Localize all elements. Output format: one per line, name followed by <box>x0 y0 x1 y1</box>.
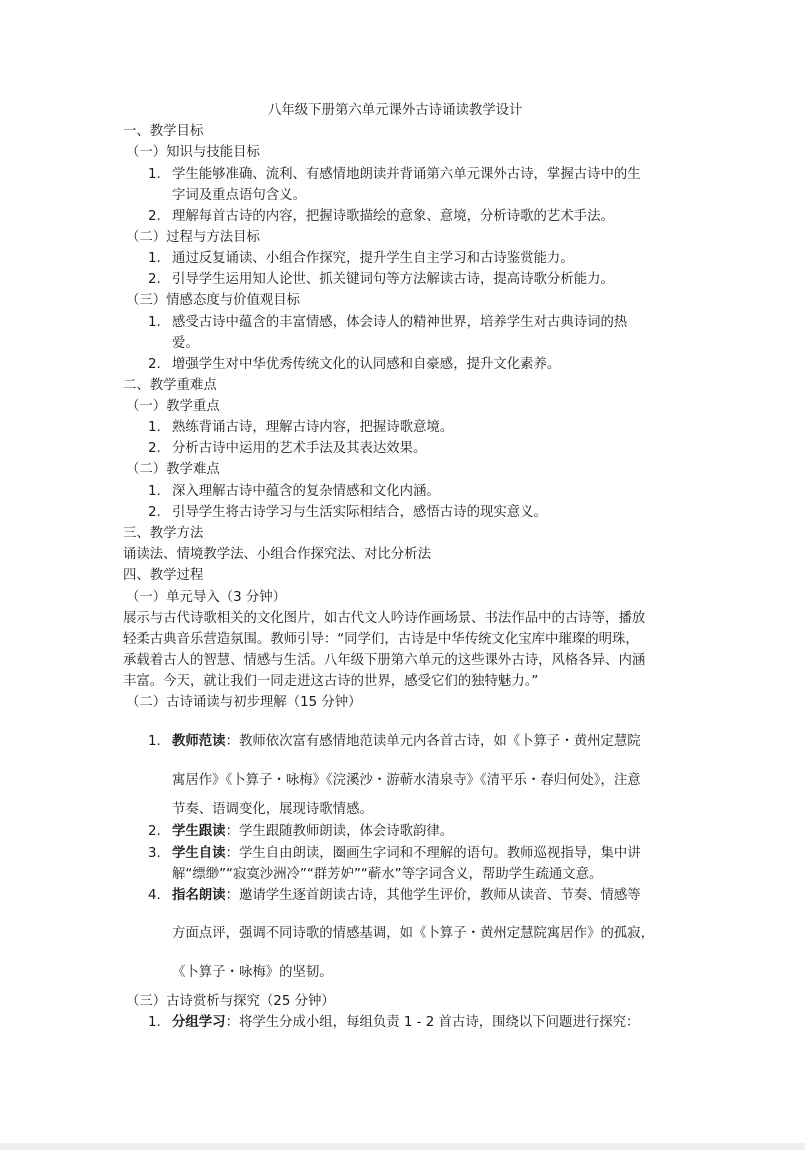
list-item-text <box>172 1013 639 1033</box>
subsection-heading: （二）古诗诵读与初步理解（15 分钟） <box>126 695 362 710</box>
list-item-text: 学生能够准确、流利、有感情地朗读并背诵第六单元课外古诗，掌握古诗中的生 <box>172 167 641 182</box>
list-item-text: 理解每首古诗的内容，把握诗歌描绘的意象、意境，分析诗歌的艺术手法。 <box>172 209 614 224</box>
section-heading: 四、教学过程 <box>123 568 204 583</box>
item-label: 学生自读 <box>172 846 226 861</box>
paragraph-line: 展示与古代诗歌相关的文化图片，如古代文人吟诗作画场景、书法作品中的古诗等，播放 <box>123 611 646 626</box>
paragraph-line: 承载着古人的智慧、情感与生活。八年级下册第六单元的这些课外古诗，风格各异、内涵 <box>123 653 646 668</box>
item-body: ：教师依次富有感情地范读单元内各首古诗，如《卜算子・黄州定慧院 <box>225 734 641 749</box>
list-number: 2. <box>148 272 161 287</box>
item-body: ：将学生分成小组，每组负责 1 - 2 首古诗，围绕以下问题进行探究： <box>225 1015 640 1030</box>
item-label: 分组学习 <box>172 1015 226 1030</box>
subsection-heading: （二）过程与方法目标 <box>126 230 260 245</box>
list-number: 1. <box>148 484 161 499</box>
list-item-text: 引导学生运用知人论世、抓关键词句等方法解读古诗，提高诗歌分析能力。 <box>172 272 614 287</box>
list-item-text: 寓居作》《卜算子・咏梅》《浣溪沙・游蕲水清泉寺》《清平乐・春归何处》，注意 <box>172 773 641 788</box>
list-number: 1. <box>148 420 161 435</box>
list-item-text: 《卜算子・咏梅》的坚韧。 <box>172 965 333 980</box>
list-item-text <box>172 886 641 906</box>
item-label: 教师范读 <box>172 734 226 749</box>
list-number: 1. <box>148 315 161 330</box>
list-number: 1. <box>148 167 161 182</box>
list-item-text: 引导学生将古诗学习与生活实际相结合，感悟古诗的现实意义。 <box>172 505 547 520</box>
list-item-text <box>172 732 641 752</box>
list-item-text: 方面点评，强调不同诗歌的情感基调，如《卜算子・黄州定慧院寓居作》的孤寂， <box>172 926 655 941</box>
list-number: 1. <box>148 734 161 749</box>
subsection-heading: （二）教学难点 <box>126 462 220 477</box>
list-item-text: 熟练背诵古诗，理解古诗内容，把握诗歌意境。 <box>172 420 454 435</box>
section-heading: 二、教学重难点 <box>123 378 217 393</box>
list-item-text <box>172 844 641 864</box>
list-number: 1. <box>148 251 161 266</box>
list-item-text: 深入理解古诗中蕴含的复杂情感和文化内涵。 <box>172 484 440 499</box>
item-label: 学生跟读 <box>172 824 226 839</box>
section-heading: 一、教学目标 <box>123 124 204 139</box>
item-body: ：邀请学生逐首朗读古诗，其他学生评价，教师从读音、节奏、情感等 <box>225 888 641 903</box>
list-item-text: 增强学生对中华优秀传统文化的认同感和自豪感，提升文化素养。 <box>172 357 561 372</box>
item-body: ：学生跟随教师朗读，体会诗歌韵律。 <box>225 824 454 839</box>
item-label: 指名朗读 <box>172 888 226 903</box>
list-number: 2. <box>148 357 161 372</box>
document-title: 八年级下册第六单元课外古诗诵读教学设计 <box>268 103 523 118</box>
list-item-text: 分析古诗中运用的艺术手法及其表达效果。 <box>172 441 427 456</box>
item-body: ：学生自由朗读，圈画生字词和不理解的语句。教师巡视指导，集中讲 <box>225 846 641 861</box>
list-item-text: 节奏、语调变化，展现诗歌情感。 <box>172 802 373 817</box>
subsection-heading: （一）单元导入（3 分钟） <box>126 590 287 605</box>
list-item-text: 字词及重点语句含义。 <box>172 188 306 203</box>
list-item-text <box>172 822 453 842</box>
list-item-text: 感受古诗中蕴含的丰富情感，体会诗人的精神世界，培养学生对古典诗词的热 <box>172 315 628 330</box>
list-number: 2. <box>148 505 161 520</box>
list-item-text: 解“缥缈”“寂寞沙洲冷”“群芳妒”“蕲水”等字词含义，帮助学生疏通文意。 <box>172 867 603 882</box>
list-item-text: 通过反复诵读、小组合作探究，提升学生自主学习和古诗鉴赏能力。 <box>172 251 574 266</box>
list-number: 1. <box>148 1015 161 1030</box>
subsection-heading: （一）知识与技能目标 <box>126 145 260 160</box>
list-item-text: 爱。 <box>172 336 199 351</box>
paragraph-line: 轻柔古典音乐营造氛围。教师引导：“同学们，古诗是中华传统文化宝库中璀璨的明珠， <box>123 632 639 647</box>
subsection-heading: （三）情感态度与价值观目标 <box>126 293 301 308</box>
list-number: 2. <box>148 209 161 224</box>
list-number: 2. <box>148 824 161 839</box>
list-number: 2. <box>148 441 161 456</box>
list-number: 3. <box>148 846 161 861</box>
section-heading: 三、教学方法 <box>123 526 204 541</box>
subsection-heading: （一）教学重点 <box>126 399 220 414</box>
paragraph: 诵读法、情境教学法、小组合作探究法、对比分析法 <box>123 547 431 562</box>
paragraph-line: 丰富。今天，就让我们一同走进这古诗的世界，感受它们的独特魅力。” <box>123 674 539 689</box>
list-number: 4. <box>148 888 161 903</box>
subsection-heading: （三）古诗赏析与探究（25 分钟） <box>126 994 335 1009</box>
